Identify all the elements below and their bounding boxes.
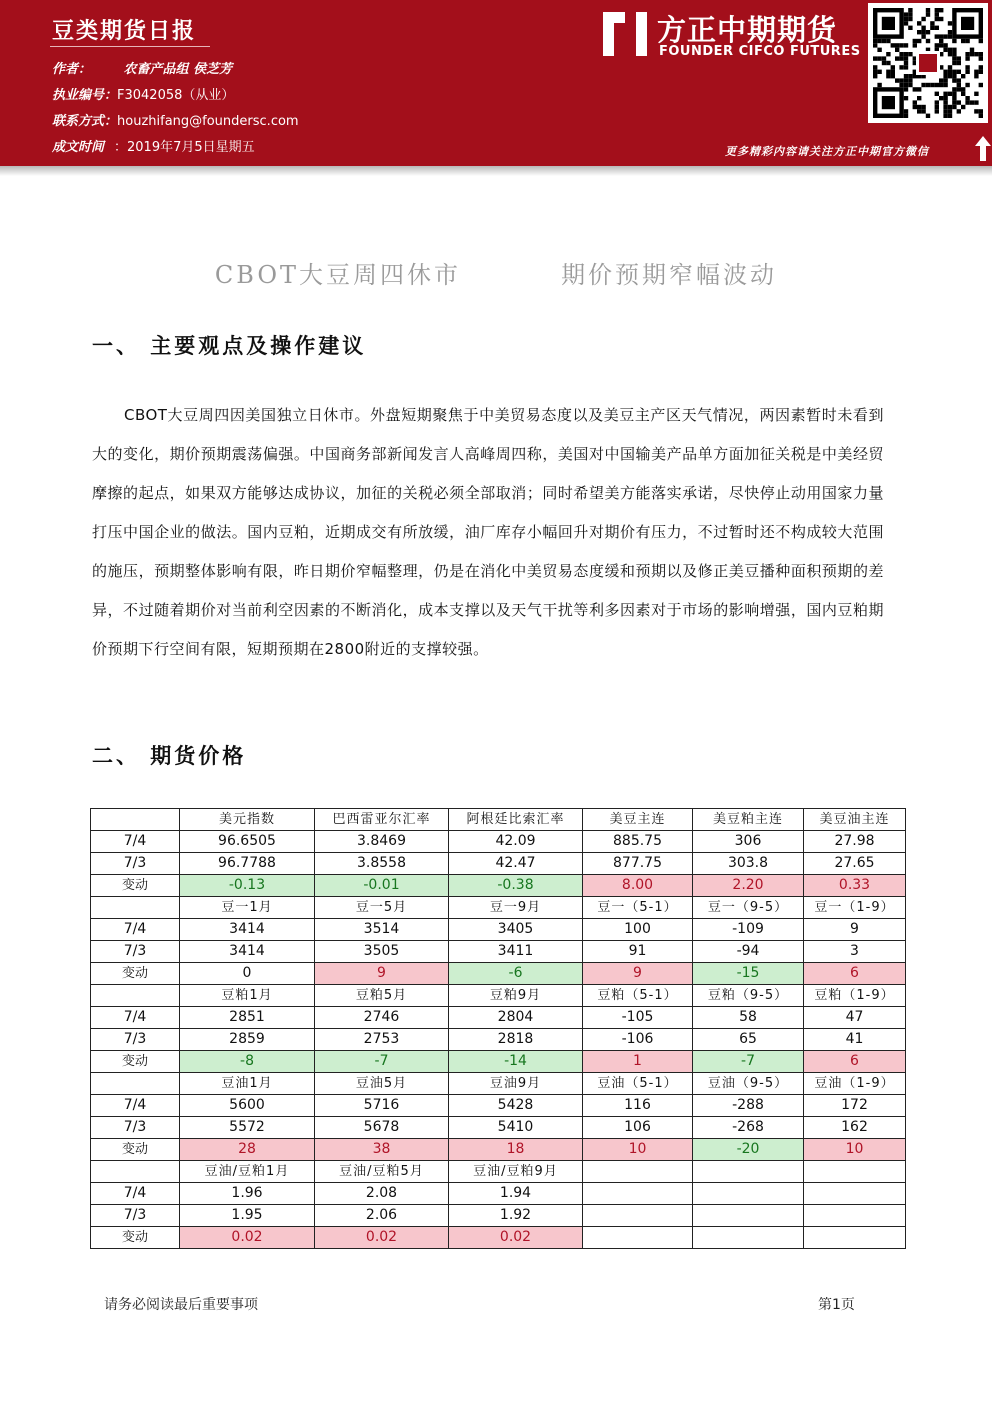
report-name-underline — [50, 46, 210, 47]
table-cell: -105 — [583, 1007, 693, 1029]
table-corner-cell — [91, 809, 180, 831]
views-paragraph: CBOT大豆周四因美国独立日休市。外盘短期聚焦于中美贸易态度以及美豆主产区天气情况，两因素暂时未看到大的变化，期价预期震荡偏强。中国商务部新闻发言人高峰周四称，美国对中国输美产品单方面加征关税是中美经贸摩擦的起点，如果双方能够达成协议，加征的关税必须全部取消；同时希望美方能落实承诺，尽快停止动用国家力量打压中国企业的做法。国内豆粕，近期成交有所放缓，油厂库存小幅回升对期价有压力，不过暂时还不构成较大范围的施压，预期整体影响有限，昨日期价窄幅整理，仍是在消化中美贸易态度缓和预期以及修正美豆播种面积预期的差异，不过随着期价对当前利空因素的不断消化，成本支撑以及天气干扰等利多因素对于市场的影响增强，国内豆粕期价预期下行空间有限，短期预期在2800附近的支撑较强。 — [92, 406, 884, 658]
table-corner-cell — [91, 1161, 180, 1183]
change-cell: -6 — [449, 963, 583, 985]
contact-email[interactable]: houzhifang@foundersc.com — [117, 114, 299, 129]
table-header-cell: 豆粕9月 — [449, 985, 583, 1007]
change-cell: 6 — [804, 963, 906, 985]
table-header-cell — [693, 1161, 804, 1183]
table-header-cell: 豆一1月 — [180, 897, 315, 919]
change-cell: -0.01 — [315, 875, 449, 897]
company-logo — [603, 8, 861, 63]
change-cell: -20 — [693, 1139, 804, 1161]
row-date-label: 7/4 — [91, 831, 180, 853]
table-cell: 100 — [583, 919, 693, 941]
table-row — [91, 1205, 906, 1227]
table-cell: 2804 — [449, 1007, 583, 1029]
table-row — [91, 853, 906, 875]
table-header-cell: 美豆主连 — [583, 809, 693, 831]
table-row — [91, 941, 906, 963]
table-row — [91, 1007, 906, 1029]
table-header-cell: 豆一（9-5） — [693, 897, 804, 919]
logo-chinese: 方正中期期货 — [657, 13, 838, 47]
table-row — [91, 1183, 906, 1205]
table-cell: 2.08 — [315, 1183, 449, 1205]
date-line — [52, 136, 255, 155]
table-header-cell: 豆一5月 — [315, 897, 449, 919]
table-cell: 42.09 — [449, 831, 583, 853]
table-cell: 303.8 — [693, 853, 804, 875]
change-cell: 0.02 — [180, 1227, 315, 1249]
table-cell: 877.75 — [583, 853, 693, 875]
table-row — [91, 1095, 906, 1117]
table-cell: 106 — [583, 1117, 693, 1139]
logo-english: FOUNDER CIFCO FUTURES — [659, 44, 861, 59]
change-cell: 18 — [449, 1139, 583, 1161]
table-cell: 1.92 — [449, 1205, 583, 1227]
change-cell: -8 — [180, 1051, 315, 1073]
change-cell: 0.02 — [315, 1227, 449, 1249]
table-cell — [804, 1183, 906, 1205]
table-cell — [693, 1205, 804, 1227]
table-header-cell: 豆油/豆粕1月 — [180, 1161, 315, 1183]
author-line — [52, 58, 232, 77]
table-cell: 96.7788 — [180, 853, 315, 875]
change-cell: -14 — [449, 1051, 583, 1073]
table-row — [91, 831, 906, 853]
qr-code-icon — [868, 3, 988, 123]
change-cell: -7 — [693, 1051, 804, 1073]
change-label: 变动 — [91, 1051, 180, 1073]
table-cell: 2746 — [315, 1007, 449, 1029]
table-cell: 65 — [693, 1029, 804, 1051]
change-cell: 9 — [583, 963, 693, 985]
section-heading-prices: 二、 期货价格 — [92, 743, 247, 768]
row-date-label: 7/4 — [91, 1007, 180, 1029]
table-cell: 3411 — [449, 941, 583, 963]
table-cell: 2.06 — [315, 1205, 449, 1227]
table-cell: 5428 — [449, 1095, 583, 1117]
table-header-cell: 美豆油主连 — [804, 809, 906, 831]
change-label: 变动 — [91, 875, 180, 897]
table-cell: -106 — [583, 1029, 693, 1051]
change-cell — [804, 1227, 906, 1249]
row-date-label: 7/3 — [91, 1205, 180, 1227]
table-header-cell: 豆油/豆粕9月 — [449, 1161, 583, 1183]
table-cell: 1.96 — [180, 1183, 315, 1205]
table-header-cell: 豆油（1-9） — [804, 1073, 906, 1095]
license-value: F3042058（从业） — [117, 88, 235, 103]
table-cell: 2859 — [180, 1029, 315, 1051]
license-line — [52, 84, 234, 103]
table-header-row — [91, 985, 906, 1007]
table-header-cell: 阿根廷比索汇率 — [449, 809, 583, 831]
table-cell: 3405 — [449, 919, 583, 941]
table-header-cell: 豆粕（5-1） — [583, 985, 693, 1007]
page-number: 第1页 — [818, 1297, 855, 1313]
table-cell: 3.8558 — [315, 853, 449, 875]
change-cell: -0.13 — [180, 875, 315, 897]
title-part-1: CBOT大豆周四休市 — [214, 261, 462, 289]
table-header-cell: 豆油（9-5） — [693, 1073, 804, 1095]
table-header-row — [91, 1161, 906, 1183]
change-cell: 8.00 — [583, 875, 693, 897]
change-cell: 10 — [804, 1139, 906, 1161]
row-date-label: 7/4 — [91, 1095, 180, 1117]
change-cell — [583, 1227, 693, 1249]
table-cell: 116 — [583, 1095, 693, 1117]
follow-wechat-text: 更多精彩内容请关注方正中期官方微信 — [725, 145, 929, 158]
table-corner-cell — [91, 897, 180, 919]
change-row — [91, 1051, 906, 1073]
row-date-label: 7/4 — [91, 1183, 180, 1205]
table-cell: 3514 — [315, 919, 449, 941]
change-cell: 1 — [583, 1051, 693, 1073]
table-header-cell: 豆油1月 — [180, 1073, 315, 1095]
change-cell: 2.20 — [693, 875, 804, 897]
header-banner — [0, 0, 992, 166]
table-header-cell: 豆油（5-1） — [583, 1073, 693, 1095]
table-cell: 3.8469 — [315, 831, 449, 853]
license-label: 执业编号： — [52, 88, 118, 103]
table-cell: -268 — [693, 1117, 804, 1139]
change-row — [91, 1227, 906, 1249]
table-cell: -94 — [693, 941, 804, 963]
table-header-row — [91, 897, 906, 919]
date-value: ：2019年7月5日星期五 — [114, 140, 255, 155]
table-cell: 42.47 — [449, 853, 583, 875]
table-cell: -288 — [693, 1095, 804, 1117]
table-header-cell: 豆一9月 — [449, 897, 583, 919]
change-cell: 6 — [804, 1051, 906, 1073]
table-header-row — [91, 809, 906, 831]
change-cell: 38 — [315, 1139, 449, 1161]
change-row — [91, 963, 906, 985]
table-cell — [583, 1183, 693, 1205]
table-header-cell: 巴西雷亚尔汇率 — [315, 809, 449, 831]
table-header-cell: 豆油/豆粕5月 — [315, 1161, 449, 1183]
table-cell: 3505 — [315, 941, 449, 963]
change-cell: -7 — [315, 1051, 449, 1073]
footer-disclaimer: 请务必阅读最后重要事项 — [104, 1297, 258, 1313]
table-header-row — [91, 1073, 906, 1095]
table-cell: 9 — [804, 919, 906, 941]
row-date-label: 7/3 — [91, 941, 180, 963]
change-cell: -0.38 — [449, 875, 583, 897]
table-cell — [693, 1183, 804, 1205]
table-cell: 91 — [583, 941, 693, 963]
change-cell: 9 — [315, 963, 449, 985]
table-corner-cell — [91, 1073, 180, 1095]
table-header-cell: 豆粕1月 — [180, 985, 315, 1007]
table-cell: 5410 — [449, 1117, 583, 1139]
table-cell: 885.75 — [583, 831, 693, 853]
table-cell: 96.6505 — [180, 831, 315, 853]
table-cell: -109 — [693, 919, 804, 941]
change-label: 变动 — [91, 963, 180, 985]
change-cell: 0.02 — [449, 1227, 583, 1249]
futures-price-table — [90, 808, 906, 1249]
table-cell: 2818 — [449, 1029, 583, 1051]
table-cell: 41 — [804, 1029, 906, 1051]
table-cell: 27.65 — [804, 853, 906, 875]
row-date-label: 7/3 — [91, 1117, 180, 1139]
change-label: 变动 — [91, 1227, 180, 1249]
date-label: 成文时间 — [52, 140, 105, 155]
arrow-up-icon — [974, 134, 992, 162]
table-cell: 306 — [693, 831, 804, 853]
table-header-cell: 美元指数 — [180, 809, 315, 831]
table-cell: 3414 — [180, 941, 315, 963]
table-cell: 27.98 — [804, 831, 906, 853]
table-cell: 58 — [693, 1007, 804, 1029]
row-date-label: 7/4 — [91, 919, 180, 941]
table-cell: 1.94 — [449, 1183, 583, 1205]
table-cell: 172 — [804, 1095, 906, 1117]
table-cell: 5600 — [180, 1095, 315, 1117]
table-header-cell — [583, 1161, 693, 1183]
author-label: 作者： — [52, 62, 92, 77]
table-header-cell: 豆粕（1-9） — [804, 985, 906, 1007]
row-date-label: 7/3 — [91, 853, 180, 875]
author-value: 农畜产品组 侯芝芳 — [123, 62, 233, 77]
table-header-cell: 豆油9月 — [449, 1073, 583, 1095]
table-cell: 5678 — [315, 1117, 449, 1139]
table-header-cell: 豆粕（9-5） — [693, 985, 804, 1007]
change-cell — [693, 1227, 804, 1249]
table-cell: 47 — [804, 1007, 906, 1029]
table-corner-cell — [91, 985, 180, 1007]
section-heading-views: 一、 主要观点及操作建议 — [92, 333, 367, 358]
table-header-cell: 豆一（5-1） — [583, 897, 693, 919]
change-cell: 0 — [180, 963, 315, 985]
table-cell: 5716 — [315, 1095, 449, 1117]
table-cell — [804, 1205, 906, 1227]
table-cell — [583, 1205, 693, 1227]
row-date-label: 7/3 — [91, 1029, 180, 1051]
report-name: 豆类期货日报 — [52, 18, 197, 44]
contact-line — [52, 110, 299, 129]
change-row — [91, 875, 906, 897]
change-label: 变动 — [91, 1139, 180, 1161]
title-part-2: 期价预期窄幅波动 — [561, 261, 778, 289]
change-row — [91, 1139, 906, 1161]
table-header-cell: 豆粕5月 — [315, 985, 449, 1007]
banner-shadow — [0, 166, 992, 176]
change-cell: 10 — [583, 1139, 693, 1161]
change-cell: -15 — [693, 963, 804, 985]
table-row — [91, 919, 906, 941]
contact-label: 联系方式： — [52, 114, 118, 129]
table-row — [91, 1117, 906, 1139]
table-cell: 162 — [804, 1117, 906, 1139]
table-header-cell — [804, 1161, 906, 1183]
table-header-cell: 美豆粕主连 — [693, 809, 804, 831]
table-cell: 1.95 — [180, 1205, 315, 1227]
change-cell: 28 — [180, 1139, 315, 1161]
table-cell: 5572 — [180, 1117, 315, 1139]
table-cell: 3414 — [180, 919, 315, 941]
table-header-cell: 豆油5月 — [315, 1073, 449, 1095]
table-header-cell: 豆一（1-9） — [804, 897, 906, 919]
table-cell: 3 — [804, 941, 906, 963]
table-row — [91, 1029, 906, 1051]
table-cell: 2753 — [315, 1029, 449, 1051]
logo-mark-icon — [603, 12, 647, 56]
table-cell: 2851 — [180, 1007, 315, 1029]
document-title — [0, 255, 992, 290]
change-cell: 0.33 — [804, 875, 906, 897]
